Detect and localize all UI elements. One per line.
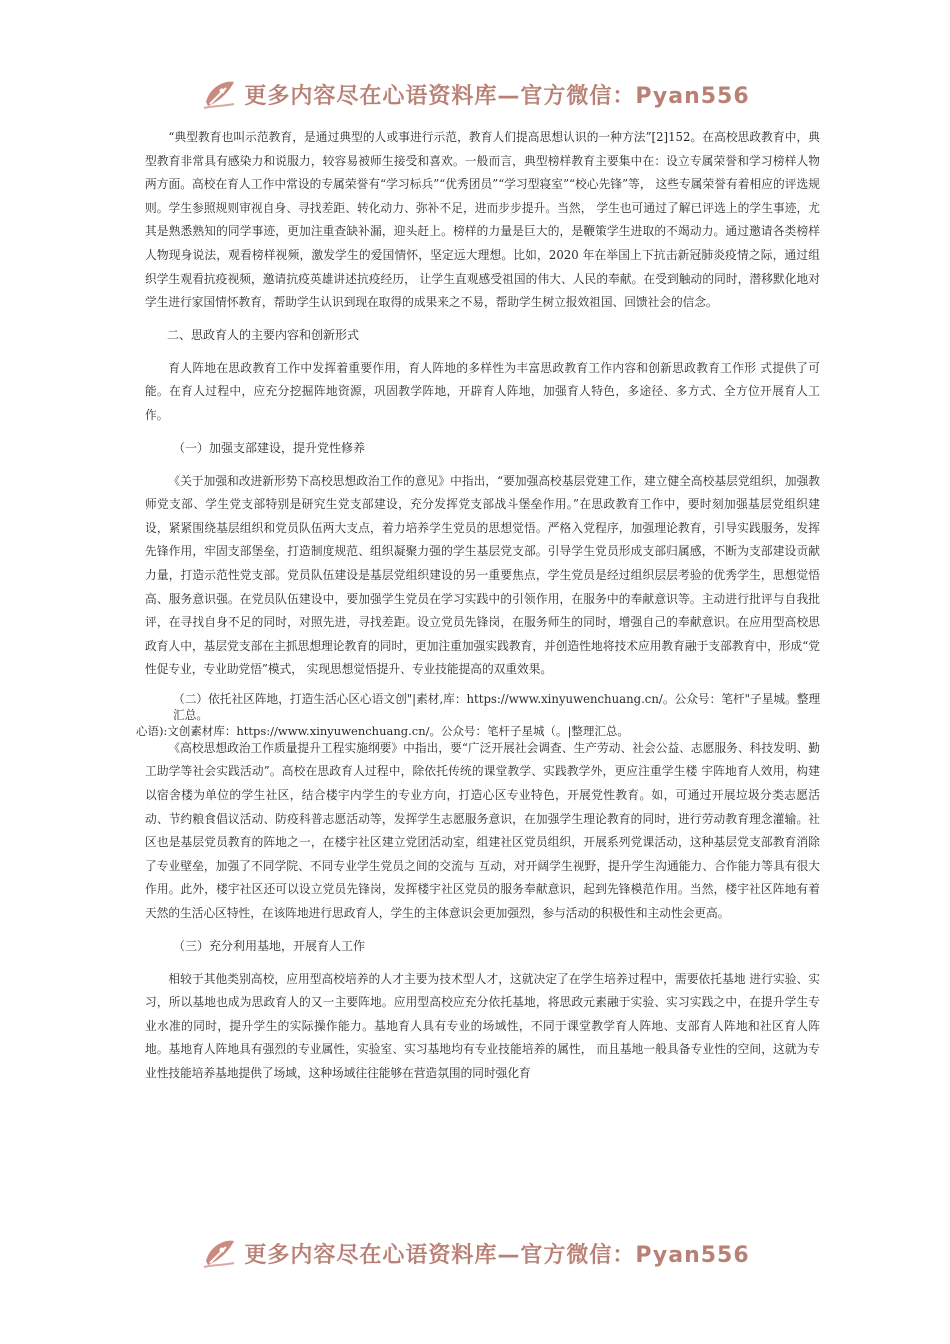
paragraph: 《关于加强和改进新形势下高校思想政治工作的意见》中指出，“要加强高校基层党建工作，建立健全高校基层党组织，加强教师党支部、学生党支部特别是研究生党支部建设，充分发挥党支部战斗堡垒作用。”在思政教育工作中，要时刻加强基层党组织建设，紧紧围绕基层组织和党员队伍两大支点，着力培养学生党员的思想觉悟。严格入党程序，加强理论教育，引导实践服务，发挥先锋作用，牢固支部堡垒，打造制度规范、组织凝聚力强的学生基层党支部。引导学生党员形成支部归属感，不断为支部建设贡献力量，打造示范性党支部。党员队伍建设是基层党组织建设的另一重要焦点，学生党员是经过组织层层考验的优秀学生，思想觉悟高、服务意识强。在党员队伍建设中，要加强学生党员在学习实践中的引领作用，在服务中的奉献意识等。主动进行批评与自我批评，在寻找自身不足的同时，对照先进，寻找差距。设立党员先锋岗，在服务师生的同时，增强自己的奉献意识。在应用型高校思政育人中，基层党支部在主抓思想理论教育的同时，更加注重加强实践教育，并创造性地将技术应用教育融于支部教育中，形成“党性促专业，专业助党悟”模式， 实现思想觉悟提升、专业技能提高的双重效果。 (145, 473, 820, 677)
document-body (136, 126, 821, 1095)
paragraph: “典型教育也叫示范教育，是通过典型的人或事进行示范，教育人们提高思想认识的一种方法”[2]152。在高校思政教育中，典型教育非常具有感染力和说服力，较容易被师生接受和喜欢。一般而言，典型榜样教育主要集中在：设立专属荣誉和学习榜样人物两方面。高校在育人工作中常设的专属荣誉有“学习标兵”“优秀团员”“学习型寝室”“校心先锋”等， 这些专属荣誉有着相应的评选规则。学生参照规则审视自身、寻找差距、转化动力、弥补不足，进而步步提升。当然， 学生也可通过了解已评选上的学生事迹，尤其是熟悉熟知的同学事迹，更加注重查缺补漏，迎头赶上。榜样的力量是巨大的，是鞭策学生进取的不竭动力。通过邀请各类榜样人物现身说法，观看榜样视频，激发学生的爱国情怀，坚定远大理想。比如，2020 年在举国上下抗击新冠肺炎疫情之际，通过组织学生观看抗疫视频，邀请抗疫英雄讲述抗疫经历， 让学生直观感受祖国的伟大、人民的奉献。在受到触动的同时，潜移默化地对学生进行家国情怀教育，帮助学生认识到现在取得的成果来之不易，帮助学生树立报效祖国、回馈社会的信念。 (145, 130, 820, 310)
banner-text: 更多内容尽在心语资料库—官方微信：Pyan556 (244, 83, 750, 109)
inline-watermark-text: 心语):文创素材库：https://www.xinyuwenchuang.cn/。公众号：笔杆子星城（。|整理汇总。 (136, 723, 629, 738)
footer-watermark-banner (0, 1233, 950, 1273)
paragraph: 育人阵地在思政教育工作中发挥着重要作用，育人阵地的多样性为丰富思政教育工作内容和创新思政教育工作形 式提供了可能。在育人过程中，应充分挖掘阵地资源，巩固教学阵地，开辟育人阵地，加强育人特色，多途径、多方式、全方位开展育人工作。 (145, 360, 820, 422)
header-watermark-banner (0, 74, 950, 114)
subsection-heading: （一）加强支部建设，提升党性修养 (173, 440, 366, 455)
subsection-heading-with-watermark: （二）依托社区阵地，打造生活心区心语文创"|素材,库：https://www.xinyuwenchuang.cn/。公众号：笔杆"子星城。整理汇总。 (173, 691, 821, 722)
section-heading: 二、思政育人的主要内容和创新形式 (167, 327, 360, 342)
pen-nib-logo-icon (200, 76, 240, 112)
banner-text: 更多内容尽在心语资料库—官方微信：Pyan556 (244, 1242, 750, 1268)
subsection-heading: （三）充分利用基地，开展育人工作 (173, 938, 366, 953)
overlapping-watermark-block (136, 691, 821, 741)
paragraph: 《高校思想政治工作质量提升工程实施纲要》中指出，要“广泛开展社会调查、生产劳动、社会公益、志愿服务、科技发明、勤工助学等社会实践活动”。高校在思政育人过程中，除依托传统的课堂教学、实践教学外，更应注重学生楼 宇阵地育人效用，构建以宿舍楼为单位的学生社区，结合楼宇内学生的专业方向，打造心区专业特色，开展党性教育。如，可通过开展垃圾分类志愿活动、节约粮食倡议活动、防疫科普志愿活动等，发挥学生志愿服务意识，在加强学生理论教育的同时，进行劳动教育理念灌输。社区也是基层党员教育的阵地之一，在楼宇社区建立党团活动室，组建社区党员组织，开展系列党课活动，这种基层党支部教育消除了专业壁垒，加强了不同学院、不同专业学生党员之间的交流与 互动，对开阔学生视野，提升学生沟通能力、合作能力等具有很大作用。此外，楼宇社区还可以设立党员先锋岗，发挥楼宇社区党员的服务奉献意识，起到先锋模范作用。当然，楼宇社区阵地有着天然的生活心区特性，在该阵地进行思政育人，学生的主体意识会更加强烈，参与活动的积极性和主动性会更高。 (145, 740, 820, 921)
pen-nib-logo-icon (200, 1235, 240, 1271)
paragraph: 相较于其他类别高校，应用型高校培养的人才主要为技术型人才，这就决定了在学生培养过程中，需要依托基地 进行实验、实习，所以基地也成为思政育人的又一主要阵地。应用型高校应充分依托基地，将思政元素融于实验、实习实践之中，在提升学生专业水准的同时，提升学生的实际操作能力。基地育人具有专业的场域性，不同于课堂教学育人阵地、支部育人阵地和社区育人阵地。基地育人阵地具有强烈的专业属性，实验室、实习基地均有专业技能培养的属性， 而且基地一般具备专业性的空间，这就为专业性技能培养基地提供了场域，这种场域往往能够在营造氛围的同时强化育 (145, 971, 820, 1080)
